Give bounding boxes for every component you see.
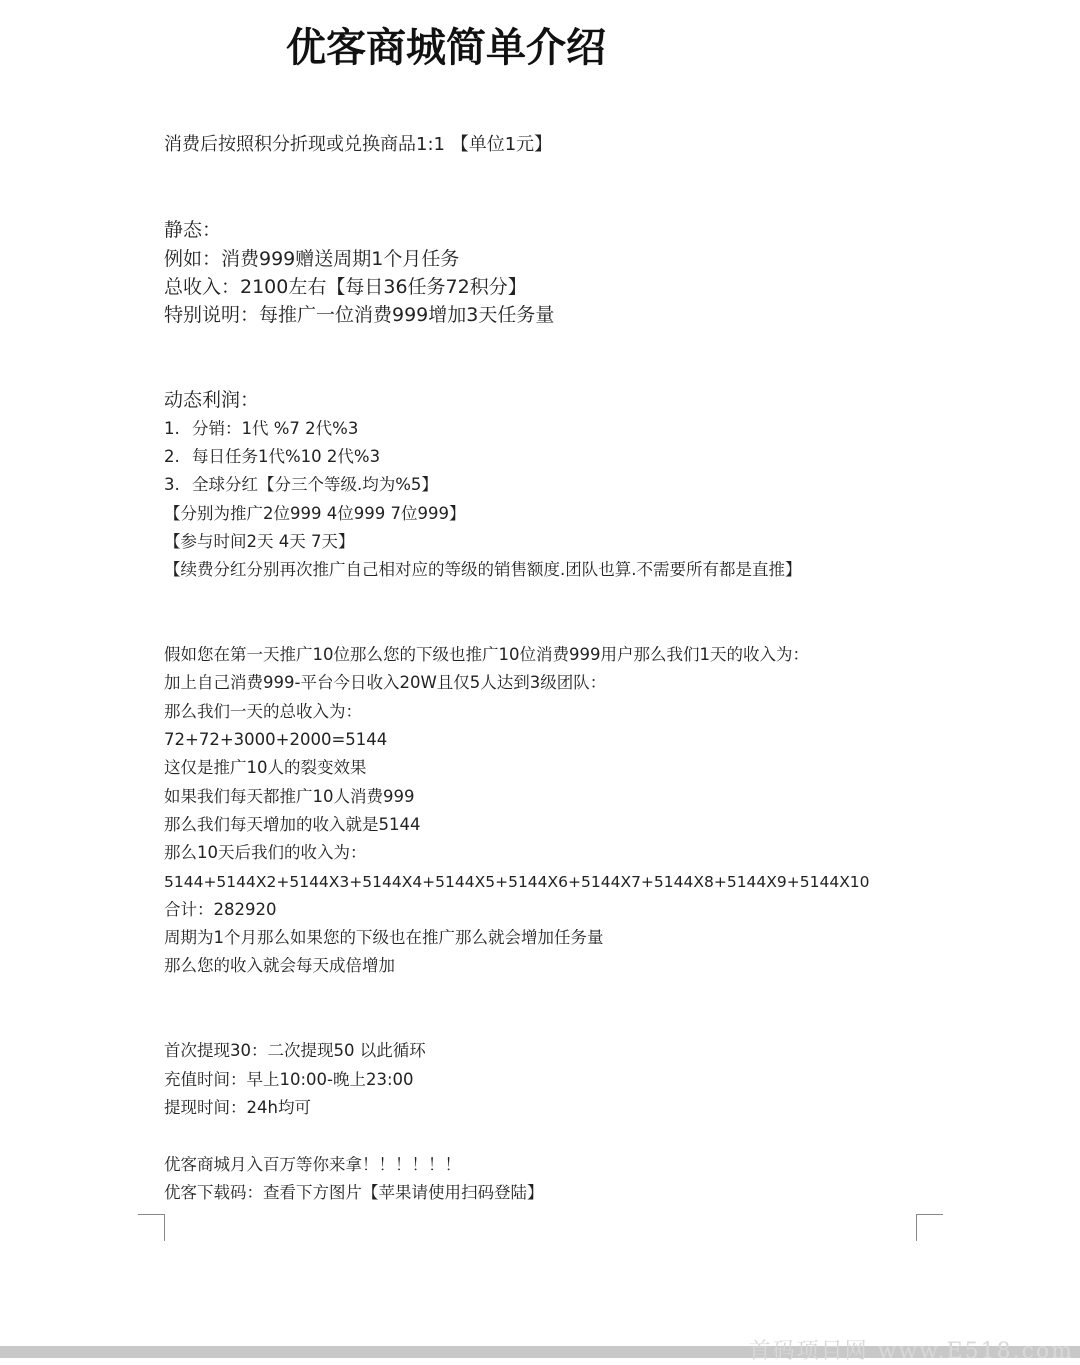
list-item: [164, 474, 438, 496]
list-number: 2.: [164, 447, 180, 466]
list-item: [164, 446, 380, 468]
calc-line: 加上自己消费999-平台今日收入20W且仅5人达到3级团队：: [164, 673, 607, 692]
list-text: 每日任务1代%10 2代%3: [192, 447, 381, 466]
watermark: 首码项目网 www.E518.com: [748, 1339, 1074, 1364]
calc-line: 那么我们每天增加的收入就是5144: [164, 815, 421, 834]
calc-line: 那么我们一天的总收入为：: [164, 702, 362, 721]
list-text: 分销：1代 %7 2代%3: [192, 419, 359, 438]
list-item: [164, 418, 358, 440]
withdraw-line: 首次提现30：二次提现50 以此循环: [164, 1041, 426, 1060]
closing-line: 优客下载码：查看下方图片【苹果请使用扫码登陆】: [164, 1183, 544, 1202]
list-text: 全球分红【分三个等级.均为%5】: [192, 475, 438, 494]
withdraw-line: 提现时间：24h均可: [164, 1098, 311, 1117]
calc-line: 周期为1个月那么如果您的下级也在推广那么就会增加任务量: [164, 928, 604, 947]
static-special: 特别说明：每推广一位消费999增加3天任务量: [164, 304, 555, 326]
static-heading: 静态：: [164, 219, 222, 241]
list-number: 1.: [164, 419, 180, 438]
static-total: 总收入：2100左右【每日36任务72积分】: [164, 276, 527, 298]
calc-total: 合计：282920: [164, 900, 277, 919]
intro-line: 消费后按照积分折现或兑换商品1:1 【单位1元】: [164, 134, 553, 155]
withdraw-line: 充值时间：早上10:00-晚上23:00: [164, 1070, 414, 1089]
page-corner-mark-left: [138, 1214, 165, 1241]
dynamic-heading: 动态利润：: [164, 389, 260, 411]
calc-line: 72+72+3000+2000=5144: [164, 730, 388, 749]
calc-line: 这仅是推广10人的裂变效果: [164, 758, 367, 777]
closing-line: 优客商城月入百万等你来拿！！！！！！: [164, 1155, 461, 1174]
calc-line: 那么10天后我们的收入为：: [164, 843, 367, 862]
list-number: 3.: [164, 475, 180, 494]
document-title: 优客商城简单介绍: [286, 25, 606, 71]
calc-line: 如果我们每天都推广10人消费999: [164, 787, 415, 806]
dynamic-note: 【参与时间2天 4天 7天】: [164, 532, 355, 551]
dynamic-note: 【续费分红分别再次推广自己相对应的等级的销售额度.团队也算.不需要所有都是直推】: [164, 560, 802, 579]
calc-formula: 5144+5144X2+5144X3+5144X4+5144X5+5144X6+5144X7+5144X8+5144X9+5144X10: [164, 873, 870, 891]
calc-line: 那么您的收入就会每天成倍增加: [164, 956, 395, 975]
static-example: 例如：消费999赠送周期1个月任务: [164, 248, 460, 270]
dynamic-note: 【分别为推广2位999 4位999 7位999】: [164, 504, 466, 523]
calc-line: 假如您在第一天推广10位那么您的下级也推广10位消费999用户那么我们1天的收入为：: [164, 645, 809, 664]
page-corner-mark-right: [916, 1214, 943, 1241]
